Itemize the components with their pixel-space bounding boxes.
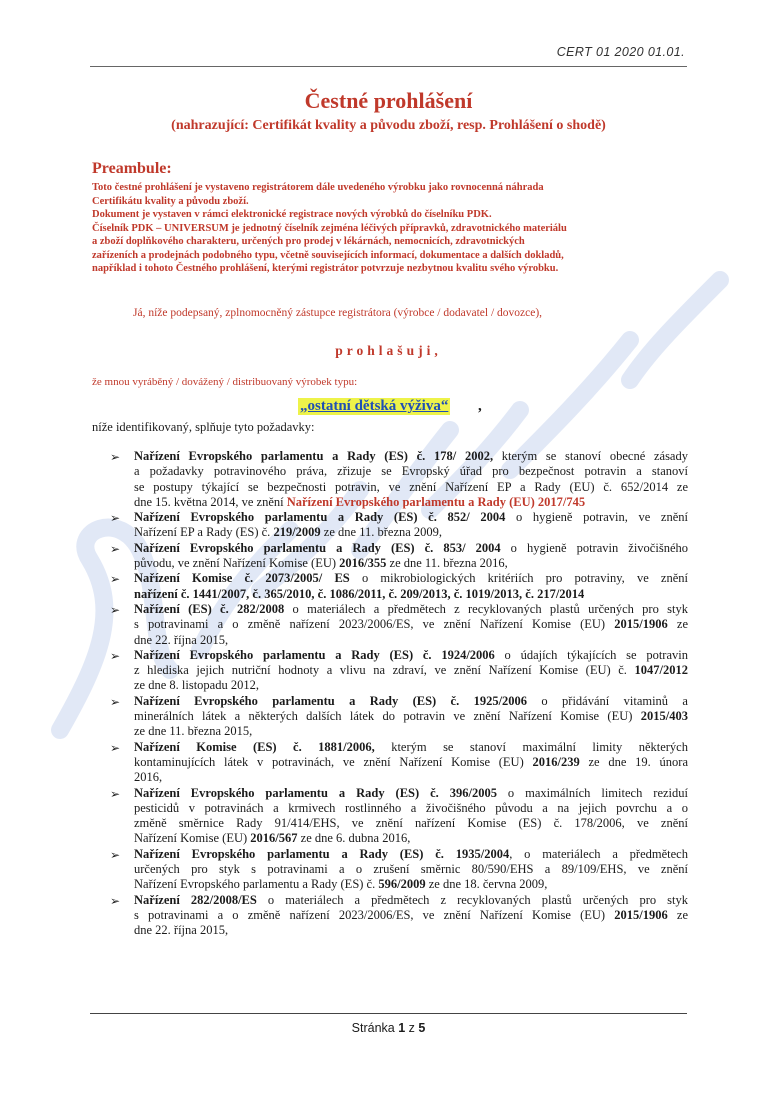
- product-type-suffix: ,: [478, 398, 482, 414]
- requirement-line: [134, 571, 688, 586]
- requirement-segment: Nařízení Evropského parlamentu a Rady (ES) č. 853/ 2004: [134, 540, 501, 555]
- requirement-segment: určených pro styk s potravinami a o zrušení směrnic 80/590/EHS a 89/109/EHS, ve znění: [134, 862, 688, 877]
- requirement-item: [110, 602, 688, 648]
- requirement-line: [134, 740, 688, 755]
- requirement-item: [110, 893, 688, 939]
- requirement-item: [110, 510, 688, 541]
- requirement-item: [110, 571, 688, 602]
- document-code: CERT 01 2020 01.01.: [556, 45, 685, 59]
- requirement-segment: Nařízení Komise (ES) č. 1881/2006,: [134, 739, 375, 754]
- requirement-segment: ze dne 18. června 2009,: [425, 877, 548, 892]
- requirement-item: [110, 740, 688, 786]
- requirement-segment: dne 22. října 2015,: [134, 923, 229, 938]
- requirement-line: [134, 694, 688, 709]
- requirement-segment: ze: [667, 617, 688, 632]
- requirement-segment: minerálních látek a některých dalších látek do potravin ve znění Nařízení Komise (EU): [134, 709, 641, 724]
- preamble-line: Toto čestné prohlášení je vystaveno registrátorem dále uvedeného výrobku jako rovnocenná náhrada: [92, 182, 544, 193]
- requirement-segment: se postupy týkající se bezpečnosti potravin, ve znění Nařízení EP a Rady (EU) č. 652/2014 ze: [134, 479, 688, 494]
- requirement-segment: kterým se stanoví maximální limity některých: [374, 739, 688, 754]
- requirement-text: [134, 893, 688, 939]
- requirement-segment: 2015/1906: [614, 907, 668, 922]
- requirement-line: [134, 480, 688, 495]
- requirement-item: [110, 648, 688, 694]
- requirement-line: [134, 525, 688, 540]
- page-number-total: 5: [418, 1021, 426, 1035]
- requirement-segment: Nařízení Komise (EU): [134, 831, 251, 846]
- requirement-segment: o hygieně potravin živočišného: [500, 540, 688, 555]
- requirement-segment: Nařízení Evropského parlamentu a Rady (ES) č. 1935/2004: [134, 846, 510, 861]
- header-divider: [90, 66, 687, 67]
- requirement-segment: Nařízení Evropského parlamentu a Rady (ES) č. 852/ 2004: [134, 510, 506, 525]
- requirement-line: [134, 556, 688, 571]
- requirement-segment: kontaminujících látek v potravinách, ve znění Nařízení Komise (EU): [134, 754, 533, 769]
- requirement-text: [134, 602, 688, 648]
- requirement-segment: ze dne 19. února: [579, 754, 688, 769]
- requirement-line: [134, 801, 688, 816]
- requirement-line: [134, 464, 688, 479]
- requirement-segment: 1047/2012: [634, 663, 688, 678]
- product-type-text: že mnou vyráběný / dovážený / distribuovaný výrobek typu:: [92, 376, 358, 388]
- requirements-intro: níže identifikovaný, splňuje tyto požadavky:: [92, 420, 315, 434]
- requirement-segment: a požadavky potravinového práva, zřizuje se Evropský úřad pro bezpečnost potravin a stanoví: [134, 464, 688, 479]
- requirement-segment: dne 15. května 2014, ve znění: [134, 494, 287, 509]
- requirement-segment: 2015/403: [640, 709, 688, 724]
- requirement-segment: Nařízení Evropského parlamentu a Rady (ES) č. 396/2005: [134, 785, 497, 800]
- requirement-line: [134, 816, 688, 831]
- preamble-line: Číselník PDK – UNIVERSUM je jednotný číselník zejména léčivých přípravků, zdravotnického materiálu: [92, 222, 567, 234]
- requirement-segment: o mikrobiologických kritériích pro potraviny, ve znění: [349, 571, 688, 586]
- requirement-text: [134, 541, 688, 572]
- requirement-line: [134, 831, 688, 846]
- preamble-line: Dokument je vystaven v rámci elektronické registrace nových výrobků do číselníku PDK.: [92, 209, 492, 220]
- requirement-text: [134, 740, 688, 786]
- requirement-line: [134, 663, 688, 678]
- requirement-segment: 2016/355: [339, 556, 387, 571]
- requirement-line: [134, 648, 688, 663]
- requirement-segment: Nařízení 282/2008/ES: [134, 892, 257, 907]
- bullet-arrow-icon: ➢: [110, 648, 121, 663]
- requirement-text: [134, 786, 688, 847]
- bullet-arrow-icon: ➢: [110, 450, 121, 464]
- requirement-text: [134, 694, 688, 740]
- bullet-arrow-icon: ➢: [110, 541, 121, 556]
- requirement-segment: 2016/567: [250, 831, 298, 846]
- requirement-text: [134, 648, 688, 694]
- preamble-line: Certifikátu kvality a původu zboží.: [92, 195, 249, 207]
- requirement-segment: , o materiálech a předmětech: [509, 846, 688, 861]
- document-title: Čestné prohlášení: [304, 88, 473, 113]
- requirement-line: [134, 709, 688, 724]
- requirement-text: [134, 571, 688, 602]
- requirement-segment: o údajích týkajících se potravin: [494, 647, 688, 662]
- bullet-arrow-icon: ➢: [110, 572, 121, 587]
- preamble-line: a zboží doplňkového charakteru, určených pro prodej v lékárnách, nemocnicích, zdravotnických: [92, 236, 525, 247]
- footer-divider: [90, 1013, 687, 1014]
- requirement-item: [110, 449, 688, 510]
- page-number-prefix: Stránka: [351, 1021, 399, 1035]
- requirement-segment: 596/2009: [378, 877, 426, 892]
- requirement-text: [134, 847, 688, 893]
- requirement-segment: dne 22. října 2015,: [134, 632, 229, 647]
- requirement-segment: Nařízení Evropského parlamentu a Rady (ES) č. 178/ 2002,: [134, 449, 494, 463]
- requirement-item: [110, 694, 688, 740]
- requirement-line: [134, 617, 688, 632]
- requirement-text: [134, 510, 688, 541]
- requirement-line: [134, 893, 688, 908]
- declaration-verb: prohlašuji,: [335, 343, 442, 358]
- requirement-segment: původu, ve znění Nařízení Komise (EU): [134, 556, 340, 571]
- requirement-item: [110, 847, 688, 893]
- page-number-current: 1: [398, 1021, 406, 1035]
- preamble-line: například i tohoto Čestného prohlášení, kterými registrátor potvrzuje nezbytnou kvalitu svého výrobku.: [92, 263, 559, 274]
- product-type-name: „ostatní dětská výživa“: [300, 398, 449, 414]
- requirement-line: [134, 587, 688, 602]
- bullet-arrow-icon: ➢: [110, 511, 121, 526]
- preamble-line: zařízeních a prodejnách podobného typu, včetně souvisejících informací, dokumentace a dalších dokladů,: [92, 249, 564, 261]
- requirement-segment: Nařízení EP a Rady (ES) č.: [134, 525, 274, 540]
- requirement-segment: ze: [667, 907, 688, 922]
- requirement-segment: o maximálních limitech reziduí: [496, 785, 688, 800]
- preamble-heading: Preambule:: [92, 160, 172, 177]
- requirement-segment: ze dne 8. listopadu 2012,: [134, 678, 259, 693]
- requirement-segment: Nařízení Evropského parlamentu a Rady (ES) č. 1925/2006: [134, 693, 528, 708]
- requirement-segment: ze dne 6. dubna 2016,: [297, 831, 411, 846]
- requirement-line: [134, 877, 688, 892]
- requirement-line: [134, 449, 688, 464]
- requirement-line: [134, 755, 688, 770]
- bullet-arrow-icon: ➢: [110, 602, 121, 617]
- bullet-arrow-icon: ➢: [110, 893, 121, 908]
- bullet-arrow-icon: ➢: [110, 694, 121, 709]
- requirement-segment: ze dne 11. března 2016,: [386, 556, 508, 571]
- requirement-segment: ze dne 11. března 2009,: [320, 525, 443, 540]
- preamble-section: [92, 160, 692, 276]
- requirement-line: [134, 862, 688, 877]
- requirement-line: [134, 923, 688, 938]
- requirement-segment: o materiálech a předmětech z recyklovaných plastů určených pro styk: [284, 601, 688, 616]
- requirement-segment: 2016/239: [532, 754, 580, 769]
- requirement-line: [134, 510, 688, 525]
- requirement-segment: Nařízení Evropského parlamentu a Rady (ES) č. 1924/2006: [134, 647, 495, 662]
- requirement-segment: změně směrnice Rady 91/414/EHS, ve znění nařízení Komise (ES) č. 178/2006, ve znění: [134, 816, 688, 831]
- requirement-segment: o materiálech a předmětech z recyklovaných plastů určených pro styk: [256, 892, 688, 907]
- requirement-segment: 2016,: [134, 770, 163, 785]
- requirement-segment: Nařízení (ES) č. 282/2008: [134, 601, 285, 616]
- requirement-segment: ze dne 11. března 2015,: [134, 724, 253, 739]
- document-subtitle: (nahrazující: Certifikát kvality a původu zboží, resp. Prohlášení o shodě): [171, 118, 606, 133]
- requirement-segment: o přidávání vitaminů a: [527, 693, 688, 708]
- requirement-segment: s potravinami a o změně nařízení 2023/2006/ES, ve znění Nařízení Komise (EU): [134, 617, 615, 632]
- page-number: [0, 1021, 777, 1035]
- requirement-line: [134, 908, 688, 923]
- bullet-arrow-icon: ➢: [110, 847, 121, 862]
- requirement-segment: z hlediska jejich nutriční hodnoty a vlivu na zdraví, ve znění Nařízení Komise (EU) č.: [134, 663, 635, 678]
- requirement-segment: 2015/1906: [614, 617, 668, 632]
- requirement-line: [134, 602, 688, 617]
- requirement-line: [134, 724, 688, 739]
- requirement-item: [110, 786, 688, 847]
- requirement-line: [134, 541, 688, 556]
- bullet-arrow-icon: ➢: [110, 786, 121, 801]
- requirement-segment: Nařízení Evropského parlamentu a Rady (ES) č.: [134, 877, 379, 892]
- requirements-list: [110, 449, 688, 939]
- requirement-segment: 219/2009: [273, 525, 321, 540]
- page-number-middle: z: [405, 1021, 419, 1035]
- requirement-segment: o hygieně potravin, ve znění: [505, 510, 688, 525]
- declaration-text: Já, níže podepsaný, zplnomocněný zástupce registrátora (výrobce / dodavatel / dovozce),: [133, 307, 543, 319]
- requirement-line: [134, 786, 688, 801]
- requirement-item: [110, 541, 688, 572]
- requirement-segment: pesticidů v potravinách a krmivech rostlinného a živočišného původu a na jejich povrchu a o: [134, 800, 688, 815]
- requirement-segment: Nařízení Komise č. 2073/2005/ ES: [134, 571, 350, 586]
- bullet-arrow-icon: ➢: [110, 740, 121, 755]
- requirement-line: [134, 633, 688, 648]
- requirement-line: [134, 678, 688, 693]
- requirement-segment: s potravinami a o změně nařízení 2023/2006/ES, ve znění Nařízení Komise (EU): [134, 907, 615, 922]
- requirement-text: [134, 449, 688, 510]
- requirement-line: [134, 495, 688, 510]
- requirement-segment: nařízení č. 1441/2007, č. 365/2010, č. 1086/2011, č. 209/2013, č. 1019/2013, č. 217/2014: [134, 586, 585, 601]
- requirement-line: [134, 770, 688, 785]
- requirement-segment: kterým se stanoví obecné zásady: [493, 449, 688, 463]
- requirement-line: [134, 847, 688, 862]
- requirement-segment: Nařízení Evropského parlamentu a Rady (EU) 2017/745: [286, 494, 586, 509]
